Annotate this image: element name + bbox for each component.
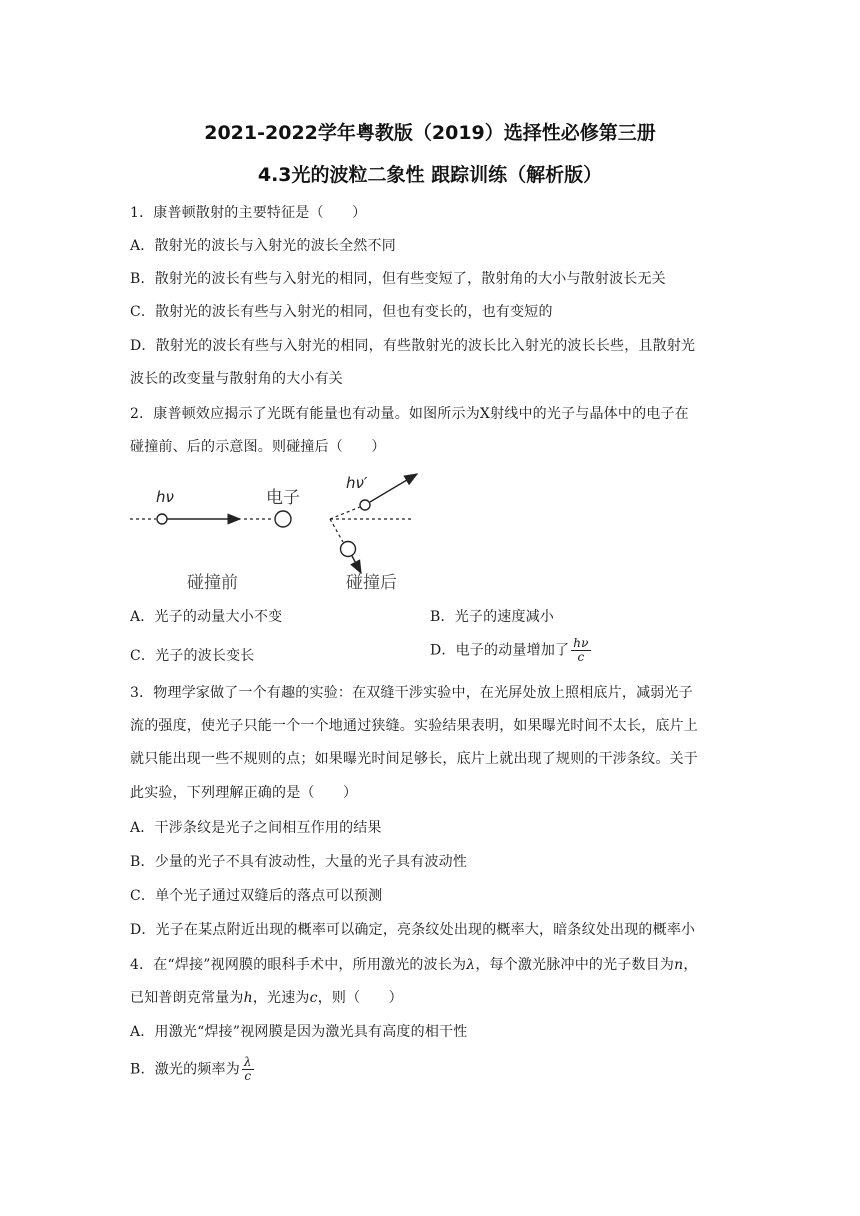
q4-stem-text-1: 4．在“焊接”视网膜的眼科手术中，所用激光的波长为 [130,957,467,973]
fraction-numerator: hν [573,636,589,650]
q1-option-a: A．散射光的波长与入射光的波长全然不同 [130,238,396,254]
q3-option-c: C．单个光子通过双缝后的落点可以预测 [130,888,383,904]
scattered-photon-dot [360,500,370,510]
q1-option-c: C．散射光的波长有些与入射光的相同，但也有变长的，也有变短的 [130,304,553,320]
recoil-electron-dashed-line [330,519,343,542]
recoil-electron-circle [341,542,356,557]
q4-stem-line2 [130,988,403,1008]
q2-option-a: A．光子的动量大小不变 [130,609,283,625]
q2-stem-line1: 2．康普顿效应揭示了光既有能量也有动量。如图所示为X射线中的光子与晶体中的电子在 [130,406,689,422]
q1-stem: 1．康普顿散射的主要特征是（ ） [130,205,367,221]
document-title-line2: 4.3光的波粒二象性 跟踪训练（解析版） [257,164,603,186]
scattered-photon-arrow [370,474,417,502]
label-before-collision: 碰撞前 [187,573,238,593]
fraction-denominator: c [577,650,585,664]
q2-option-d-fraction [571,637,590,664]
label-electron: 电子 [266,488,300,508]
recoil-electron-arrow [352,556,361,573]
scattered-photon-dashed-line [330,507,360,519]
fraction-denominator: c [244,1069,252,1083]
q4-stem-text-5: ，光速为 [252,990,310,1006]
q4-option-b-text: B．激光的频率为 [130,1061,240,1078]
fraction-numerator: λ [243,1055,252,1069]
q2-option-b: B．光子的速度减小 [430,609,555,625]
incoming-photon-dot [157,514,167,524]
q4-stem-line1 [130,955,698,975]
q4-stem-text-3: ， [683,957,698,973]
q4-stem-text-6: ，则（ ） [317,990,403,1006]
symbol-c: c [309,990,318,1006]
q2-option-d [430,637,591,664]
symbol-lambda: λ [466,957,476,973]
label-hv-prime: hν′ [346,474,368,492]
q4-stem-text-4: 已知普朗克常量为 [130,990,244,1006]
q4-option-b [130,1056,254,1083]
q2-option-c: C．光子的波长变长 [130,648,255,664]
label-hv: hν [156,488,174,506]
q1-option-d-line1: D．散射光的波长有些与入射光的相同，有些散射光的波长比入射光的波长长些，且散射光 [130,338,696,354]
q3-stem-line3: 就只能出现一些不规则的点；如果曝光时间足够长，底片上就出现了规则的干涉条纹。关于 [130,751,698,767]
q4-option-a: A．用激光“焊接”视网膜是因为激光具有高度的相干性 [130,1024,468,1040]
q2-option-d-text: D．电子的动量增加了 [430,642,570,659]
label-after-collision: 碰撞后 [346,573,397,593]
document-title-line1: 2021-2022学年粤教版（2019）选择性必修第三册 [204,122,656,144]
q2-stem-line2: 碰撞前、后的示意图。则碰撞后（ ） [130,439,386,455]
q4-stem-text-2: ，每个激光脉冲中的光子数目为 [475,957,675,973]
q1-option-d-line2: 波长的改变量与散射角的大小有关 [130,371,343,387]
q3-option-b: B．少量的光子不具有波动性，大量的光子具有波动性 [130,854,468,870]
electron-circle [275,511,291,527]
q1-option-b: B．散射光的波长有些与入射光的相同，但有些变短了，散射角的大小与散射波长无关 [130,271,666,287]
q3-option-d: D．光子在某点附近出现的概率可以确定，亮条纹处出现的概率大，暗条纹处出现的概率小 [130,922,696,938]
q3-stem-line4: 此实验，下列理解正确的是（ ） [130,785,358,801]
q3-stem-line2: 流的强度，使光子只能一个一个地通过狭缝。实验结果表明，如果曝光时间不太长，底片上 [130,718,698,734]
q3-stem-line1: 3．物理学家做了一个有趣的实验：在双缝干涉实验中，在光屏处放上照相底片，减弱光子 [130,685,693,701]
symbol-h: h [243,990,253,1006]
q4-option-b-fraction [242,1056,254,1083]
q3-option-a: A．干涉条纹是光子之间相互作用的结果 [130,820,382,836]
compton-collision-diagram [0,462,860,602]
symbol-n: n [674,957,684,973]
